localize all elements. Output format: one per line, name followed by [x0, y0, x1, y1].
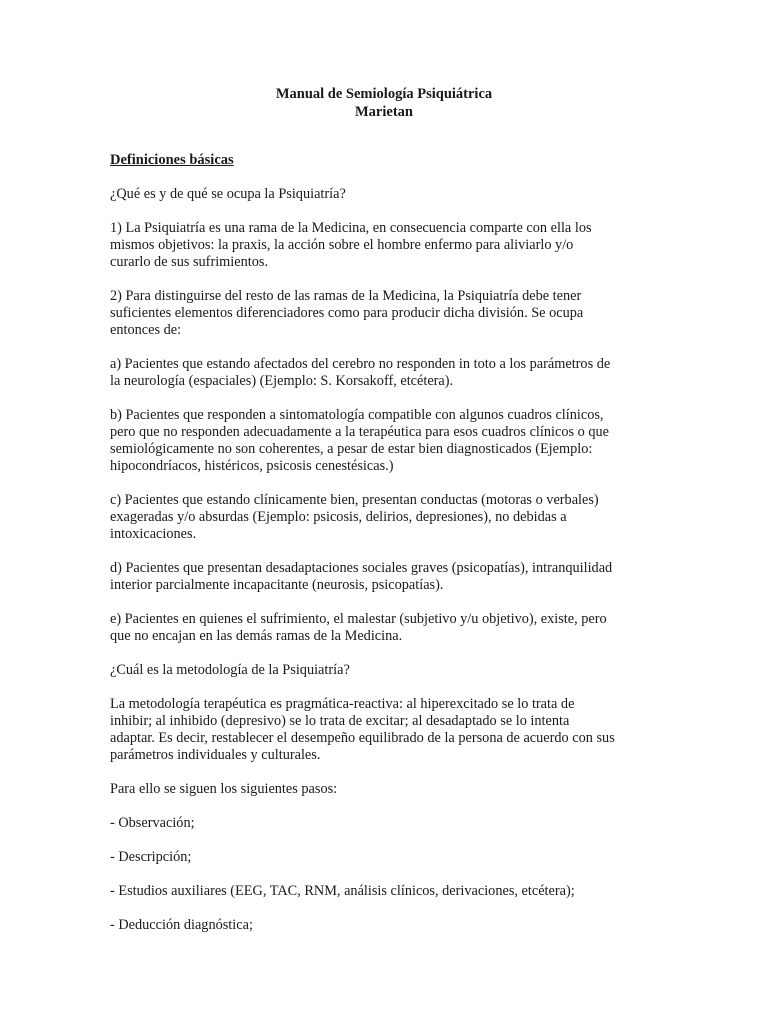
text-line: mismos objetivos: la praxis, la acción sobre el hombre enfermo para aliviarlo y/o: [110, 237, 574, 253]
section-heading: Definiciones básicas: [110, 152, 234, 168]
text-line: parámetros individuales y culturales.: [110, 747, 321, 763]
paragraph: [110, 186, 662, 203]
paragraph: [110, 356, 662, 390]
paragraph: [110, 662, 662, 679]
paragraph: [110, 696, 662, 764]
text-line: - Observación;: [110, 815, 195, 831]
paragraph: [110, 407, 662, 475]
text-line: ¿Cuál es la metodología de la Psiquiatría?: [110, 662, 350, 678]
text-line: d) Pacientes que presentan desadaptaciones sociales graves (psicopatías), intranquilidad: [110, 560, 613, 576]
text-line: Para ello se siguen los siguientes pasos:: [110, 781, 338, 797]
paragraph: [110, 492, 662, 543]
paragraph: [110, 849, 662, 866]
text-line: b) Pacientes que responden a sintomatología compatible con algunos cuadros clínicos,: [110, 407, 604, 423]
paragraph: [110, 611, 662, 645]
text-line: 2) Para distinguirse del resto de las ramas de la Medicina, la Psiquiatría debe tener: [110, 288, 582, 304]
text-line: intoxicaciones.: [110, 526, 197, 542]
text-line: - Deducción diagnóstica;: [110, 917, 253, 933]
paragraph: [110, 815, 662, 832]
text-line: hipocondríacos, histéricos, psicosis cenestésicas.): [110, 458, 394, 474]
text-line: La metodología terapéutica es pragmática-reactiva: al hiperexcitado se lo trata de: [110, 696, 575, 712]
text-line: exageradas y/o absurdas (Ejemplo: psicosis, delirios, depresiones), no debidas a: [110, 509, 567, 525]
text-line: que no encajan en las demás ramas de la Medicina.: [110, 628, 403, 644]
text-line: e) Pacientes en quienes el sufrimiento, el malestar (subjetivo y/u objetivo), existe, pero: [110, 611, 607, 627]
text-line: entonces de:: [110, 322, 182, 338]
document-author: Marietan: [355, 104, 413, 120]
document-title: Manual de Semiología Psiquiátrica: [275, 86, 493, 102]
text-line: la neurología (espaciales) (Ejemplo: S. Korsakoff, etcétera).: [110, 373, 454, 389]
text-line: inhibir; al inhibido (depresivo) se lo trata de excitar; al desadaptado se lo intenta: [110, 713, 570, 729]
paragraph: [110, 288, 662, 339]
paragraph: [110, 917, 662, 934]
text-line: ¿Qué es y de qué se ocupa la Psiquiatría?: [110, 186, 346, 202]
paragraph: [110, 781, 662, 798]
title-block: [0, 85, 768, 121]
text-line: semiológicamente no son coherentes, a pesar de estar bien diagnosticados (Ejemplo:: [110, 441, 593, 457]
paragraph: [110, 883, 662, 900]
paragraph-list: [110, 186, 662, 934]
text-line: - Estudios auxiliares (EEG, TAC, RNM, análisis clínicos, derivaciones, etcétera);: [110, 883, 575, 899]
document-body: [110, 152, 662, 951]
text-line: suficientes elementos diferenciadores como para producir dicha división. Se ocupa: [110, 305, 584, 321]
text-line: pero que no responden adecuadamente a la terapéutica para esos cuadros clínicos o que: [110, 424, 609, 440]
text-line: c) Pacientes que estando clínicamente bien, presentan conductas (motoras o verbales): [110, 492, 599, 508]
text-line: curarlo de sus sufrimientos.: [110, 254, 269, 270]
text-line: - Descripción;: [110, 849, 192, 865]
text-line: adaptar. Es decir, restablecer el desempeño equilibrado de la persona de acuerdo con sus: [110, 730, 615, 746]
text-line: a) Pacientes que estando afectados del cerebro no responden in toto a los parámetros de: [110, 356, 611, 372]
paragraph: [110, 220, 662, 271]
text-line: interior parcialmente incapacitante (neurosis, psicopatías).: [110, 577, 444, 593]
paragraph: [110, 560, 662, 594]
text-line: 1) La Psiquiatría es una rama de la Medicina, en consecuencia comparte con ella los: [110, 220, 592, 236]
